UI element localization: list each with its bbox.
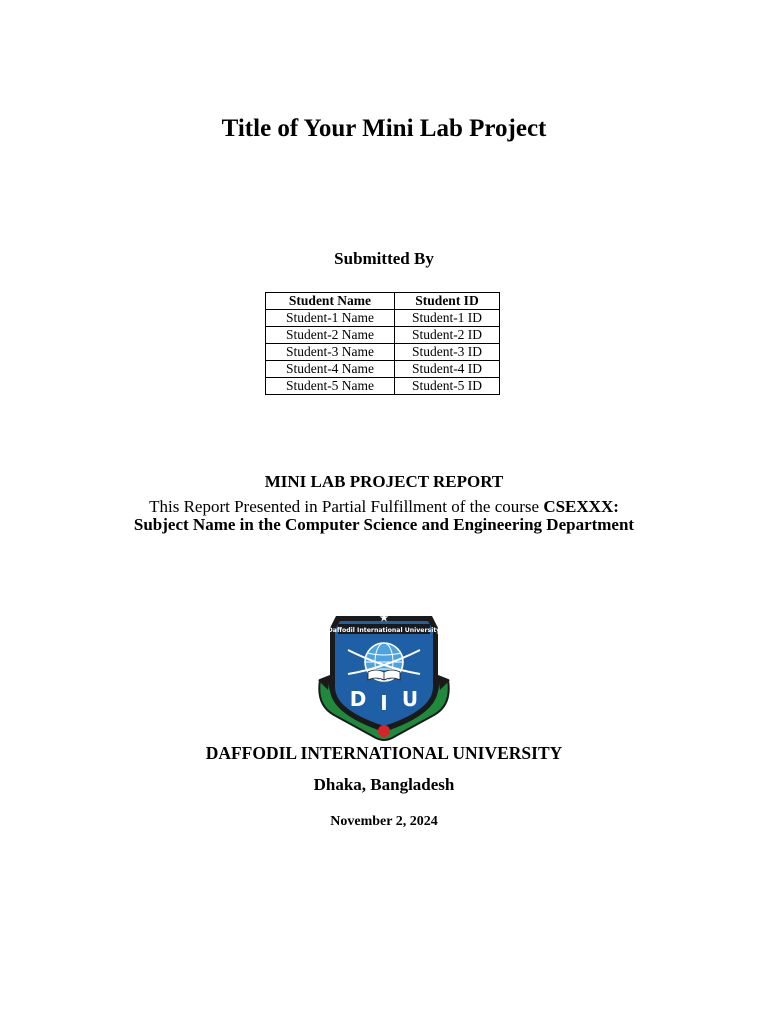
report-description-line2: Subject Name in the Computer Science and Engineering Department	[133, 515, 635, 534]
table-row	[266, 327, 500, 344]
logo-letter-i: I	[380, 691, 388, 715]
logo-letter-d: D	[349, 687, 367, 711]
course-code: CSEXXX:	[543, 497, 619, 516]
report-description-prefix: This Report Presented in Partial Fulfillment of the course	[149, 497, 540, 516]
university-location: Dhaka, Bangladesh	[313, 775, 455, 794]
student-id-cell: Student-3 ID	[395, 344, 500, 361]
column-header-student-name: Student Name	[266, 293, 395, 310]
student-id-cell: Student-1 ID	[395, 310, 500, 327]
student-table	[265, 292, 500, 395]
report-date: November 2, 2024	[330, 814, 438, 829]
student-name-cell: Student-4 Name	[266, 361, 395, 378]
table-row	[266, 378, 500, 395]
project-title: Title of Your Mini Lab Project	[221, 115, 547, 142]
student-name-cell: Student-5 Name	[266, 378, 395, 395]
logo-red-dot	[378, 725, 390, 737]
student-id-cell: Student-4 ID	[395, 361, 500, 378]
submitted-by-heading: Submitted By	[334, 249, 434, 268]
report-heading: MINI LAB PROJECT REPORT	[264, 472, 504, 491]
table-row	[266, 344, 500, 361]
table-header-row	[266, 293, 500, 310]
student-name-cell: Student-1 Name	[266, 310, 395, 327]
table-row	[266, 310, 500, 327]
student-id-cell: Student-5 ID	[395, 378, 500, 395]
university-name: DAFFODIL INTERNATIONAL UNIVERSITY	[205, 743, 563, 763]
table-row	[266, 361, 500, 378]
logo-letter-u: U	[401, 687, 419, 711]
column-header-student-id: Student ID	[395, 293, 500, 310]
student-name-cell: Student-2 Name	[266, 327, 395, 344]
logo-ribbon-text: Daffodil International University	[327, 627, 441, 634]
student-name-cell: Student-3 Name	[266, 344, 395, 361]
student-id-cell: Student-2 ID	[395, 327, 500, 344]
university-logo	[314, 610, 454, 745]
